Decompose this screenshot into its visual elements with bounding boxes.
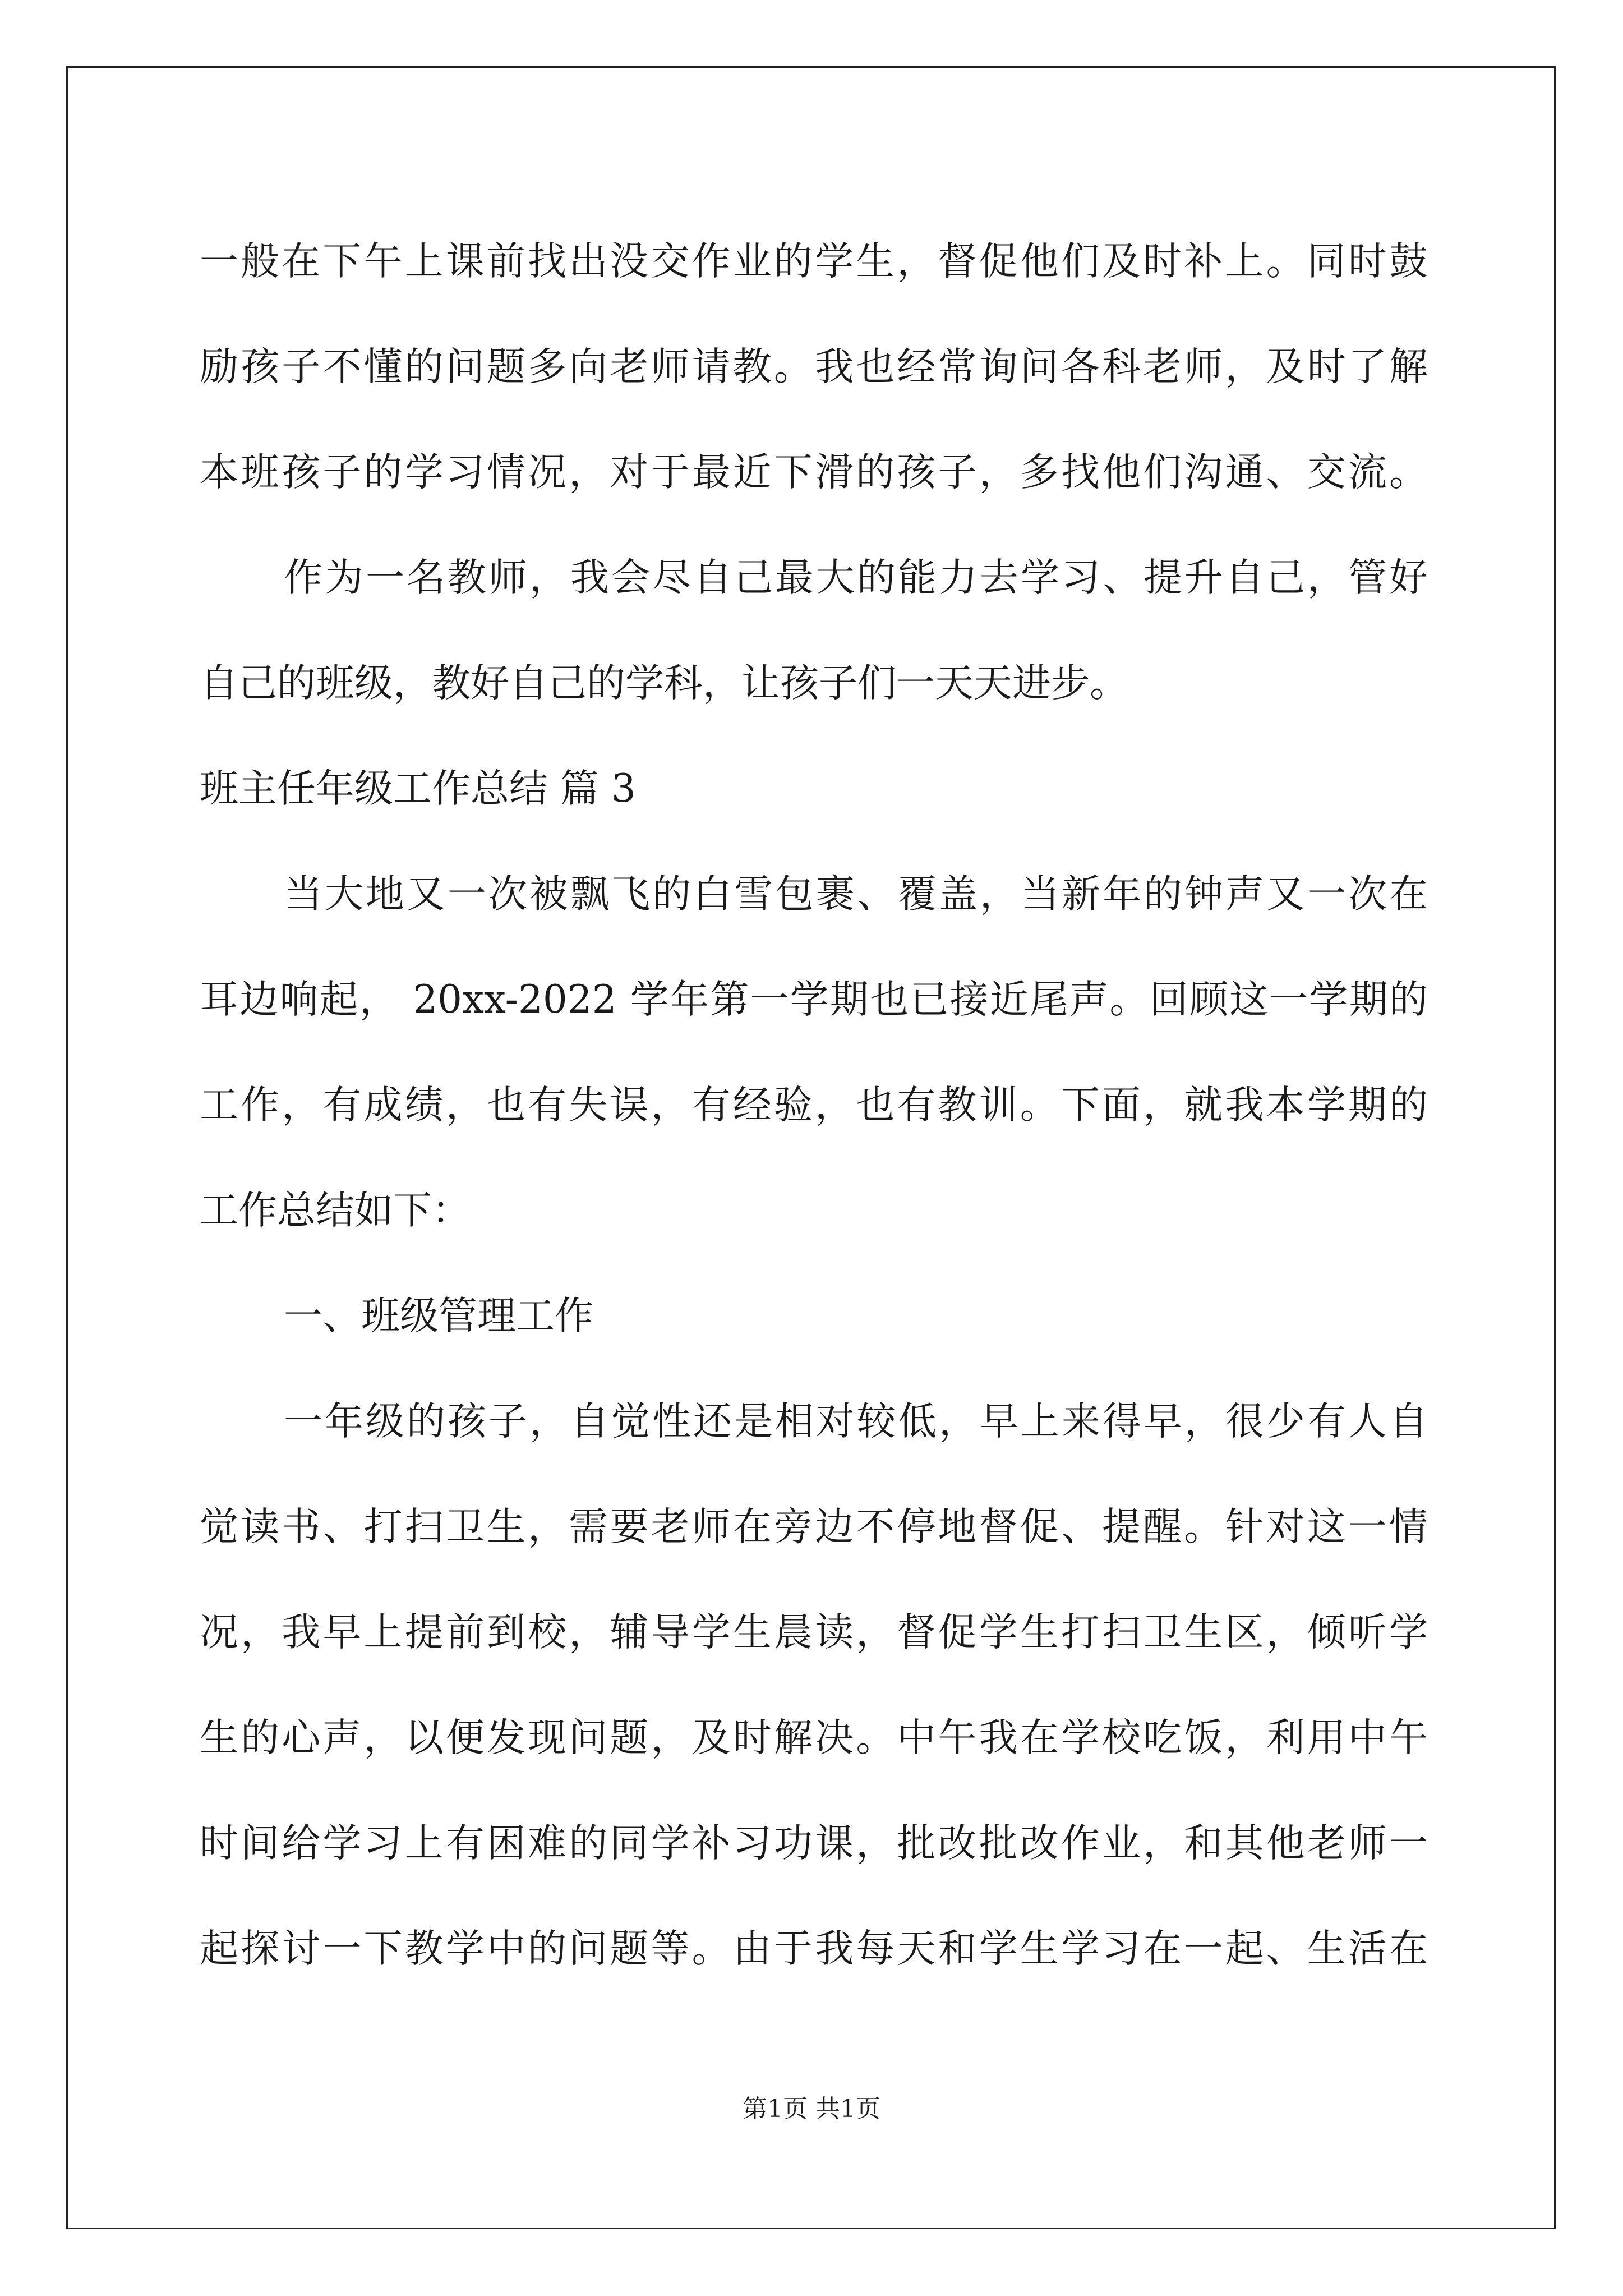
text-line: 励孩子不懂的问题多向老师请教。我也经常询问各科老师，及时了解 xyxy=(200,344,1428,389)
document-body xyxy=(200,209,1428,2001)
text-line: 当大地又一次被飘飞的白雪包裹、覆盖，当新年的钟声又一次在 xyxy=(284,872,1428,917)
text-line: 工作，有成绩，也有失误，有经验，也有教训。下面，就我本学期的 xyxy=(200,1083,1428,1128)
text-line: 一年级的孩子，自觉性还是相对较低，早上来得早，很少有人自 xyxy=(284,1399,1428,1444)
text-line: 生的心声，以便发现问题，及时解决。中午我在学校吃饭，利用中午 xyxy=(200,1715,1428,1760)
text-line: 工作总结如下： xyxy=(200,1188,471,1233)
text-line: 一般在下午上课前找出没交作业的学生，督促他们及时补上。同时鼓 xyxy=(200,239,1428,284)
text-line: 本班孩子的学习情况，对于最近下滑的孩子，多找他们沟通、交流。 xyxy=(200,450,1428,495)
text-line: 况，我早上提前到校，辅导学生晨读，督促学生打扫卫生区，倾听学 xyxy=(200,1610,1428,1655)
section-heading: 班主任年级工作总结 篇 3 xyxy=(200,766,636,811)
text-line: 作为一名教师，我会尽自己最大的能力去学习、提升自己，管好 xyxy=(284,555,1428,600)
text-line: 时间给学习上有困难的同学补习功课，批改批改作业，和其他老师一 xyxy=(200,1821,1428,1866)
page-footer: 第1页 共1页 xyxy=(743,2095,880,2123)
text-line: 耳边响起， 20xx-2022 学年第一学期也已接近尾声。回顾这一学期的 xyxy=(200,977,1428,1022)
text-line: 自己的班级，教好自己的学科，让孩子们一天天进步。 xyxy=(200,661,1128,706)
text-line: 一、班级管理工作 xyxy=(284,1294,593,1338)
text-line: 觉读书、打扫卫生，需要老师在旁边不停地督促、提醒。针对这一情 xyxy=(200,1504,1428,1549)
text-line: 起探讨一下教学中的问题等。由于我每天和学生学习在一起、生活在 xyxy=(200,1926,1428,1971)
